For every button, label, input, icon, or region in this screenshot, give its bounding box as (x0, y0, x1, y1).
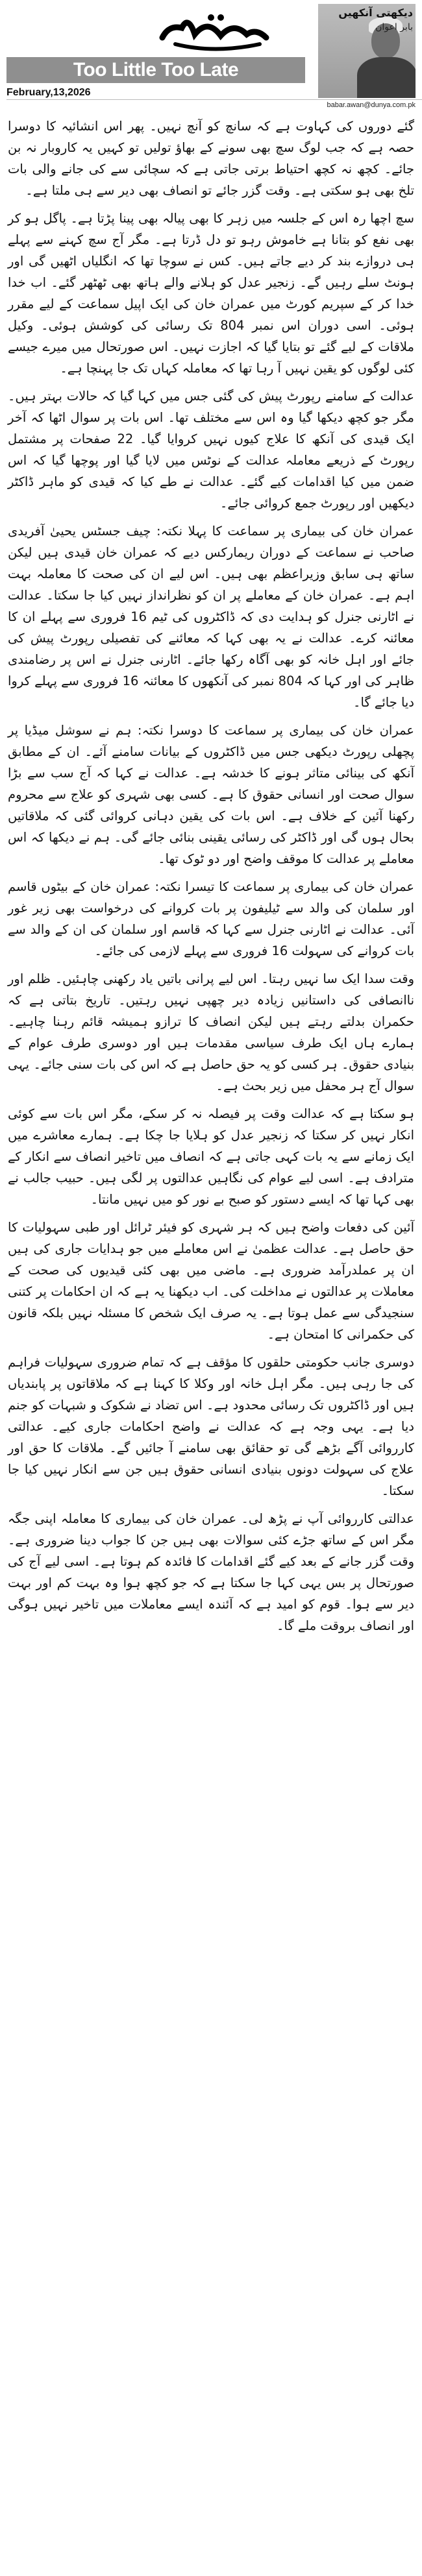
paragraph: ہو سکتا ہے کہ عدالت وقت پر فیصلہ نہ کر سکے، مگر اس بات سے کوئی انکار نہیں کر سکتا کہ زنجیر عدل کو ہلایا جا چکا ہے۔ ہمارے معاشرے میں ایک زمانے سے یہ بات کہی جاتی ہے کہ انصاف میں تاخیر انصاف سے انکار کے مترادف ہے۔ اسی لیے عوام کی نگاہیں عدالتوں پر لگی ہیں۔ حبیب جالب نے بھی کہا تھا کہ ایسے دستور کو صبح بے نور کو میں نہیں مانتا۔ (8, 1106, 414, 1207)
column-title: Too Little Too Late (73, 59, 239, 80)
publish-date: February,13,2026 (6, 87, 91, 98)
paragraph: عدالت کے سامنے رپورٹ پیش کی گئی جس میں کہا گیا کہ حالات بہتر ہیں۔ مگر جو کچھ دیکھا گیا وہ اس سے مختلف تھا۔ اس بات پر سوال اٹھا کہ آخر ایک قیدی کی آنکھ کا علاج کیوں نہیں کروایا گیا۔ 22 صفحات پر مشتمل رپورٹ کے ذریعے معاملہ عدالت کے نوٹس میں لایا گیا اور پوچھا گیا کہ اس ضمن میں کیا اقدامات کیے گئے۔ عدالت نے طے کیا کہ قیدی کو ماہر ڈاکٹر دیکھیں اور رپورٹ جمع کروائی جائے۔ (8, 389, 414, 511)
column-name: دیکھتی آنکھیں (338, 6, 413, 19)
author-body (357, 57, 416, 98)
header-divider (6, 99, 422, 100)
paragraph: عدالتی کارروائی آپ نے پڑھ لی۔ عمران خان کی بیماری کا معاملہ اپنی جگہ مگر اس کے ساتھ جڑے کئی سوالات بھی ہیں جن کا جواب دینا ضروری ہے۔ وقت گزر جانے کے بعد کیے گئے اقدامات کا فائدہ کم ہوتا ہے۔ اسی لیے آج کی صورتحال پر بس یہی کہا جا سکتا ہے کہ جو کچھ ہوا وہ بہت کم اور بہت دیر سے ہوا۔ قوم کو امید ہے کہ آئندہ ایسے معاملات میں تاخیر نہیں ہوگی اور انصاف بروقت ملے گا۔ (8, 1511, 414, 1633)
author-email: babar.awan@dunya.com.pk (327, 101, 416, 109)
paragraph: دوسری جانب حکومتی حلقوں کا مؤقف ہے کہ تمام ضروری سہولیات فراہم کی جا رہی ہیں۔ مگر اہل خانہ اور وکلا کا کہنا ہے کہ ملاقاتوں پر پابندیاں ہیں اور ڈاکٹروں تک رسائی محدود ہے۔ اس تضاد نے شکوک و شبہات کو جنم دیا ہے۔ یہی وجہ ہے کہ عدالت نے واضح احکامات جاری کیے۔ عدالتی کارروائی آگے بڑھے گی تو حقائق بھی سامنے آ جائیں گے۔ ملاقات کا حق اور علاج کی سہولت دونوں بنیادی انسانی حقوق ہیں جن سے انکار نہیں کیا جا سکتا۔ (8, 1355, 414, 1498)
paragraph: عمران خان کی بیماری پر سماعت کا پہلا نکتہ: چیف جسٹس یحییٰ آفریدی صاحب نے سماعت کے دوران ریمارکس دیے کہ عمران خان قیدی ہیں لیکن ساتھ ہی سابق وزیراعظم بھی ہیں۔ اس لیے ان کی صحت کا معاملہ بہت اہم ہے۔ عمران خان کے معاملے پر ان کو نظرانداز نہیں کیا جا سکتا۔ عدالت نے اٹارنی جنرل کو ہدایت دی کہ ڈاکٹروں کی ٹیم 16 فروری سے پہلے ان کا معائنہ کرے۔ عدالت نے یہ بھی کہا کہ معائنے کی تفصیلی رپورٹ پیش کی جائے اور اہل خانہ کو بھی آگاہ رکھا جائے۔ اٹارنی جنرل نے اس پر رضامندی ظاہر کی اور کہا کہ 804 نمبر کی آنکھوں کا معائنہ 16 فروری سے پہلے کروا دیا جائے گا۔ (8, 524, 414, 710)
title-banner (6, 57, 305, 83)
paragraph: سچ اچھا رہ اس کے جلسہ میں زہر کا بھی پیالہ بھی پینا پڑتا ہے۔ پاگل ہو کر بھی نفع کو بتانا ہے خاموش رہو تو دل ڈرتا ہے۔ مگر آج سچ کہنے سے پہلے ہی دروازے بند کر دیے جاتے ہیں۔ کس نے سوچا تھا کہ انگلیاں اٹھیں گی اور ہونٹ سلے رہیں گے۔ زنجیر عدل کو ہلانے والے ہاتھ بھی ٹھٹھر گئے۔ اب خدا خدا کر کے سپریم کورٹ میں عمران خان کی ایک اپیل سماعت کے لیے مقرر ہوئی۔ اسی دوران اس نمبر 804 تک رسائی کی کوشش ہوئی۔ وکیل ملاقات کے لیے گئے تو بتایا گیا کہ اجازت نہیں۔ اس صورتحال میں میرے جیسے کئی لوگوں کو یقین نہیں آ رہا تھا کہ معاملہ کہاں تک جا پہنچا ہے۔ (8, 211, 415, 376)
paragraph: آئین کی دفعات واضح ہیں کہ ہر شہری کو فیئر ٹرائل اور طبی سہولیات کا حق حاصل ہے۔ عدالت عظمیٰ نے اس معاملے میں جو ہدایات جاری کی ہیں ان پر عملدرآمد ضروری ہے۔ ماضی میں بھی کئی قیدیوں کی صحت کے معاملات پر عدالتوں نے مداخلت کی۔ اب دیکھنا یہ ہے کہ ان احکامات پر کتنی سنجیدگی سے عمل ہوتا ہے۔ یہ صرف ایک شخص کا مسئلہ نہیں بلکہ قانون کی حکمرانی کا امتحان ہے۔ (8, 1220, 414, 1342)
paragraph: عمران خان کی بیماری پر سماعت کا دوسرا نکتہ: ہم نے سوشل میڈیا پر پچھلی رپورٹ دیکھی جس میں ڈاکٹروں کے بیانات سامنے آئے۔ ان کے مطابق آنکھ کی بینائی متاثر ہونے کا خدشہ ہے۔ عدالت نے کہا کہ آج سب سے بڑا سوال صحت اور انسانی حقوق کا ہے۔ کسی بھی شہری کو علاج سے محروم رکھنا آئین کے خلاف ہے۔ اس بات کی یقین دہانی کروائی گئی کہ ملاقاتیں بحال ہوں گی اور ڈاکٹر کی رسائی یقینی بنائی جائے گی۔ ہم نے دیکھا کہ اس معاملے پر عدالت کا موقف واضح اور دو ٹوک تھا۔ (8, 723, 414, 866)
paragraph: وقت سدا ایک سا نہیں رہتا۔ اس لیے پرانی باتیں یاد رکھنی چاہئیں۔ ظلم اور ناانصافی کی داستانیں زیادہ دیر چھپی نہیں رہتیں۔ تاریخ بتاتی ہے کہ حکمران بدلتے رہتے ہیں لیکن انصاف کا ترازو ہمیشہ قائم رہنا چاہیے۔ ہمارے ہاں ایک طرف سیاسی مقدمات ہیں اور دوسری طرف عوام کے بنیادی حقوق۔ ہر کسی کو یہ حق حاصل ہے کہ اس کی بات سنی جائے۔ یہی سوال آج ہر محفل میں زیر بحث ہے۔ (8, 971, 414, 1093)
masthead (0, 0, 422, 110)
paragraph: عمران خان کی بیماری پر سماعت کا تیسرا نکتہ: عمران خان کے بیٹوں قاسم اور سلمان کی والد سے ٹیلیفون پر بات کروانے کی درخواست بھی زیر غور آئی۔ عدالت نے اٹارنی جنرل سے کہا کہ قاسم اور سلمان کی ان کے والد سے بات کروانے کی سہولت 16 فروری سے پہلے لازمی کی جائے۔ (8, 879, 414, 958)
logo-graphic (149, 8, 279, 54)
article-body (8, 115, 414, 1643)
paragraph: گئے دوروں کی کہاوت ہے کہ سانچ کو آنچ نہیں۔ پھر اس انشائیہ کا دوسرا حصہ ہے کہ جب لوگ سچ بھی سونے کے بھاؤ تولیں تو کہیں یہ کاروبار نہ بن جائے۔ کچھ نہ کچھ احتیاط برتی جاتی ہے کہ سچائی سے کی جانے والی بات تلخ بھی ہو سکتی ہے۔ وقت گزر جائے تو انصاف بھی دیر سے ہی ملتا ہے۔ (8, 119, 414, 198)
author-name: بابر اعوان (375, 22, 413, 32)
